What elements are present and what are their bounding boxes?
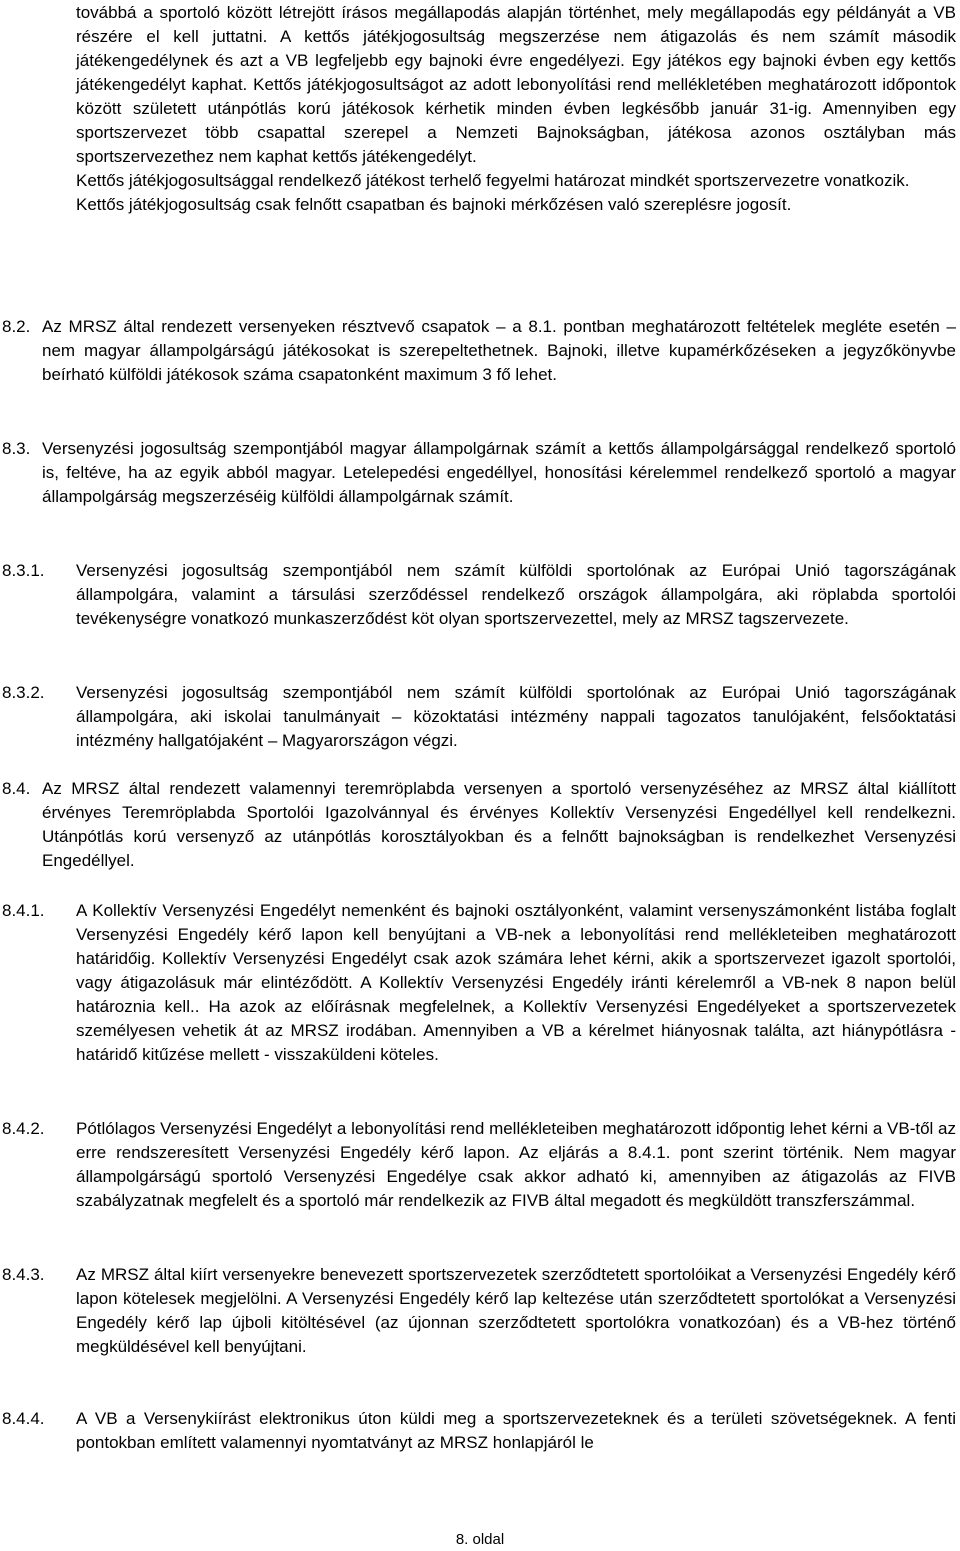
section-text: A Kollektív Versenyzési Engedélyt nemenként és bajnoki osztályonként, valamint versenyszámonként listába foglalt Versenyzési Engedély kérő lapon kell benyújtani a VB-nek a lebonyolítási rend mellékleteiben meghatározott határidőig. Kollektív Versenyzési Engedélyt csak azok számára lehet kérni, akik a sportszervezet igazolt sportolói, vagy átigazolásuk már elintéződött. A Kollektív Versenyzési Engedély iránti kérelemről a VB-nek 8 napon belül határoznia kell.. Ha azok az előírásnak megfelelnek, a Kollektív Versenyzési Engedélyeket a sportszervezetek személyesen vehetik át az MRSZ irodában. Amennyiben a VB a kérelmet hiányosnak találta, azt hiánypótlásra - határidő kitűzése mellett - visszaküldeni köteles. xyxy=(76,901,956,1064)
intro-paragraph: Kettős játékjogosultság csak felnőtt csapatban és bajnoki mérkőzésen való szereplésre jogosít. xyxy=(76,195,792,214)
intro-paragraph: továbbá a sportoló között létrejött írásos megállapodás alapján történhet, mely megállapodás egy példányát a VB részére el kell juttatni. A kettős játékjogosultság megszerzése nem átigazolás és nem számít második játékengedélynek és azt a VB legfeljebb egy bajnoki évre engedélyezi. Egy játékos egy bajnoki évben egy kettős játékengedélyt kaphat. Kettős játékjogosultságot az adott lebonyolítási rend mellékletében meghatározott időpontok között született utánpótlás korú játékosok kérhetik minden évben legkésőbb január 31-ig. Amennyiben egy sportszervezet több csapattal szerepel a Nemzeti Bajnokságban, játékosa azonos osztályban más sportszervezethez nem kaphat kettős játékengedélyt. xyxy=(76,3,956,166)
section-number: 8.4. xyxy=(2,779,31,798)
section-text: Versenyzési jogosultság szempontjából nem számít külföldi sportolónak az Európai Unió tagországának állampolgára, valamint a társulási szerződéssel rendelkező országok állampolgára, aki röplabda sportolói tevékenységre vonatkozó munkaszerződést köt olyan sportszervezettel, mely az MRSZ tagszervezete. xyxy=(76,561,956,628)
section-number: 8.3.1. xyxy=(2,561,45,580)
section-number: 8.4.2. xyxy=(2,1119,45,1138)
intro-paragraph: Kettős játékjogosultsággal rendelkező játékost terhelő fegyelmi határozat mindkét sportszervezetre vonatkozik. xyxy=(76,171,910,190)
section-number: 8.3.2. xyxy=(2,683,45,702)
section-number: 8.2. xyxy=(2,317,31,336)
section-text: Pótlólagos Versenyzési Engedélyt a lebonyolítási rend mellékleteiben meghatározott időpontig lehet kérni a VB-től az erre rendszeresített Versenyzési Engedély kérő lapon. Az eljárás a 8.4.1. pont szerint történik. Nem magyar állampolgárságú sportoló Versenyzési Engedélye csak akkor adható ki, amennyiben az átigazolás az FIVB szabályzatnak megfelelt és a sportoló már rendelkezik az FIVB által megadott és megküldött transzferszámmal. xyxy=(76,1119,956,1210)
section-number: 8.4.3. xyxy=(2,1265,45,1284)
section-number: 8.4.1. xyxy=(2,901,45,920)
page-number: 8. oldal xyxy=(455,1531,505,1548)
section-text: Az MRSZ által kiírt versenyekre benevezett sportszervezetek szerződtetett sportolóikat a Versenyzési Engedély kérő lapon kötelesek megjelölni. A Versenyzési Engedély kérő lap keltezése után szerződtetett sportolókat a Versenyzési Engedély kérő lap újboli kitöltésével (az újonnan szerződtetett sportolókra vonatkozóan) és a VB-hez történő megküldésével kell benyújtani. xyxy=(76,1265,956,1356)
section-number: 8.3. xyxy=(2,439,31,458)
section-text: Versenyzési jogosultság szempontjából magyar állampolgárnak számít a kettős állampolgársággal rendelkező sportoló is, feltéve, ha az egyik abból magyar. Letelepedési engedéllyel, honosítási kérelemmel rendelkező sportoló a magyar állampolgárság megszerzéséig külföldi állampolgárnak számít. xyxy=(42,439,956,506)
section-text: Az MRSZ által rendezett versenyeken résztvevő csapatok – a 8.1. pontban meghatározott feltételek megléte esetén – nem magyar állampolgárságú játékosokat is szerepeltethetnek. Bajnoki, illetve kupamérkőzéseken a jegyzőkönyvbe beírható külföldi játékosok száma csapatonként maximum 3 fő lehet. xyxy=(42,317,956,384)
section-text: A VB a Versenykiírást elektronikus úton küldi meg a sportszervezeteknek és a területi szövetségeknek. A fenti pontokban említett valamennyi nyomtatványt az MRSZ honlapjáról le xyxy=(76,1409,956,1452)
section-number: 8.4.4. xyxy=(2,1409,45,1428)
section-text: Versenyzési jogosultság szempontjából nem számít külföldi sportolónak az Európai Unió tagországának állampolgára, aki iskolai tanulmányait – közoktatási intézmény nappali tagozatos tanulójaként, felsőoktatási intézmény hallgatójaként – Magyarországon végzi. xyxy=(76,683,956,750)
section-text: Az MRSZ által rendezett valamennyi teremröplabda versenyen a sportoló versenyzéséhez az MRSZ által kiállított érvényes Teremröplabda Sportolói Igazolvánnyal és érvényes Kollektív Versenyzési Engedéllyel kell rendelkezni. Utánpótlás korú versenyző az utánpótlás korosztályokban és a felnőtt bajnokságban is rendelkezhet Versenyzési Engedéllyel. xyxy=(42,779,956,870)
intro-block xyxy=(76,1,956,217)
